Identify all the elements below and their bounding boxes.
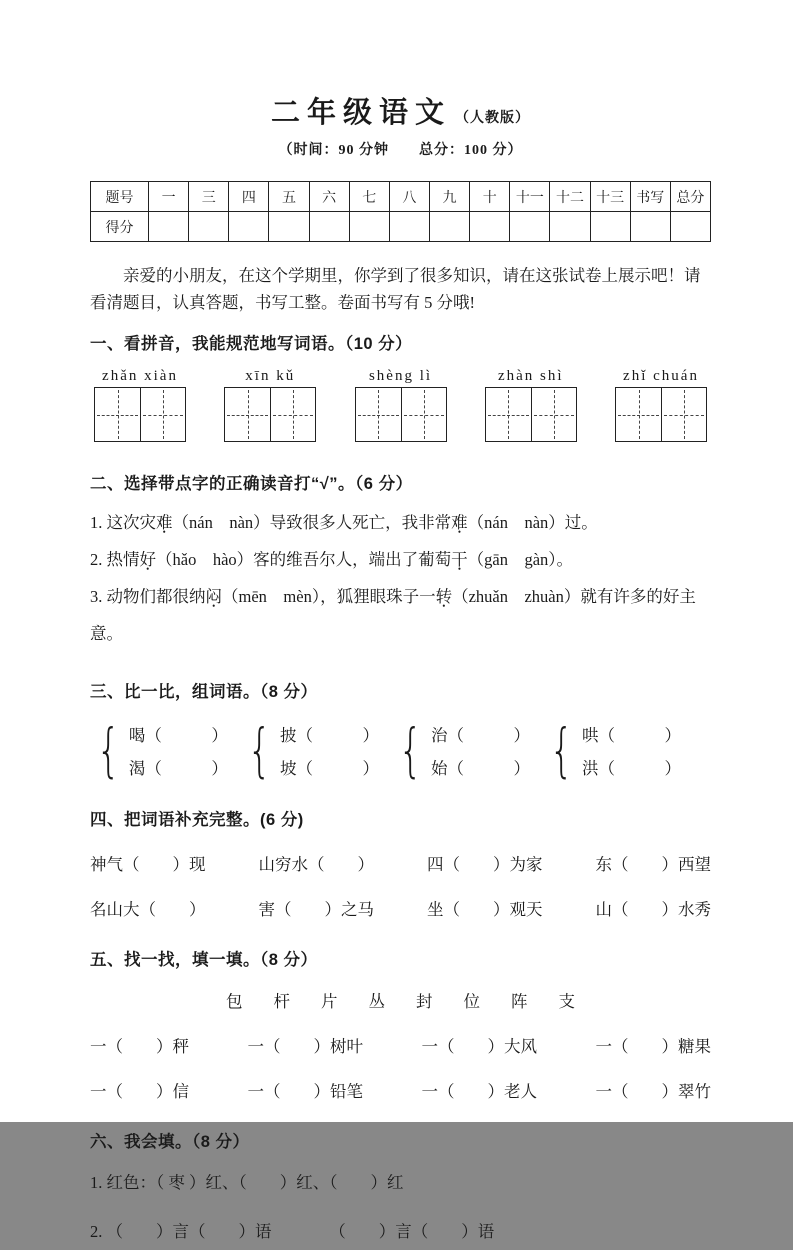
pinyin-box-row [90, 368, 711, 442]
section-1-title: 一、看拼音，我能规范地写词语。（10 分） [90, 335, 413, 353]
writing-cell [95, 388, 140, 441]
question-text: 1. 这次灾 [90, 513, 156, 532]
pinyin-group [485, 368, 577, 442]
writing-grid [224, 387, 316, 442]
dotted-character: 闷 [205, 587, 222, 606]
score-table-col: 九 [429, 182, 469, 212]
idiom-blank: 山（ ）水秀 [595, 900, 711, 919]
paper-header [90, 90, 711, 159]
score-table-col: 十一 [510, 182, 550, 212]
bank-character: 位 [463, 992, 480, 1011]
measure-blank: 一（ ）糖果 [595, 1037, 711, 1056]
pinyin-group [355, 368, 447, 442]
pair-word-blank: 治（ ） [430, 725, 530, 745]
compare-pair [543, 718, 681, 782]
bank-character: 阵 [511, 992, 528, 1011]
compare-pair [241, 718, 379, 782]
pair-word-blank: 始（ ） [430, 758, 530, 778]
score-table-col: 总分 [670, 182, 710, 212]
measure-blank: 一（ ）树叶 [247, 1037, 363, 1056]
pinyin-label: xīn kǔ [245, 368, 296, 384]
measure-row [90, 1033, 711, 1057]
measure-blank: 一（ ）铅笔 [247, 1082, 363, 1101]
section-1-pinyin-writing [90, 330, 711, 442]
score-empty-cell [470, 212, 510, 242]
score-empty-cell [389, 212, 429, 242]
writing-grid [485, 387, 577, 442]
section-2-title: 二、选择带点字的正确读音打“√”。（6 分） [90, 475, 413, 493]
pinyin-label: zhàn shì [497, 368, 564, 384]
measure-blank: 一（ ）大风 [421, 1037, 537, 1056]
measure-row [90, 1078, 711, 1102]
dotted-character: 难 [451, 513, 468, 532]
score-empty-cell [149, 212, 189, 242]
writing-cell [225, 388, 270, 441]
writing-cell [486, 388, 531, 441]
dotted-character: 干 [451, 550, 468, 569]
score-row-label: 得分 [91, 212, 149, 242]
section-6-fill-in [90, 1128, 711, 1250]
score-table-col: 十二 [550, 182, 590, 212]
bank-character: 杆 [273, 992, 290, 1011]
pair-lines [280, 722, 379, 779]
writing-cell [661, 388, 706, 441]
score-table-col: 十三 [590, 182, 630, 212]
paper-title-line [90, 90, 711, 131]
score-empty-cell [269, 212, 309, 242]
question-text: （hǎo hào）客的维吾尔人，端出了葡萄 [156, 550, 452, 569]
pinyin-label: zhǎn xiàn [102, 368, 178, 384]
score-table [90, 181, 711, 242]
compare-pair [392, 718, 530, 782]
score-empty-cell [630, 212, 670, 242]
score-empty-cell [670, 212, 710, 242]
score-table-col: 书写 [630, 182, 670, 212]
question-2-3 [90, 578, 711, 652]
dotted-character: 好 [139, 550, 156, 569]
score-table-col: 七 [349, 182, 389, 212]
brace-icon: { [398, 716, 423, 784]
brace-icon: { [247, 716, 272, 784]
question-2-1 [90, 504, 711, 541]
question-text: 3. 动物们都很纳 [90, 587, 206, 606]
dotted-character: 转 [435, 587, 453, 606]
measure-word-bank [90, 988, 711, 1012]
bank-character: 片 [321, 992, 338, 1011]
score-empty-cell [349, 212, 389, 242]
writing-cell [356, 388, 401, 441]
pair-word-blank: 哄（ ） [582, 725, 681, 745]
brace-icon: { [96, 716, 121, 784]
pinyin-label: shèng lì [368, 368, 433, 384]
score-table-col: 一 [149, 182, 189, 212]
compare-pair [90, 718, 228, 782]
idiom-blank: 四（ ）为家 [427, 855, 543, 874]
pair-word-blank: 渴（ ） [128, 758, 228, 778]
section-5-measure-words [90, 946, 711, 1102]
measure-blank: 一（ ）秤 [90, 1037, 189, 1056]
section-5-title: 五、找一找，填一填。（8 分） [90, 951, 318, 969]
paper-title: 二年级语文 [270, 97, 451, 129]
score-table-col: 五 [269, 182, 309, 212]
idiom-row [90, 896, 711, 920]
brace-icon: { [549, 716, 574, 784]
score-empty-cell [590, 212, 630, 242]
writing-grid [94, 387, 186, 442]
score-table-col: 八 [389, 182, 429, 212]
question-6-2: 2. （ ）言（ ）语 （ ）言（ ）语 [90, 1222, 495, 1241]
measure-blank: 一（ ）老人 [421, 1082, 537, 1101]
pair-lines [129, 722, 228, 779]
score-empty-cell [309, 212, 349, 242]
pair-word-blank: 披（ ） [279, 725, 379, 745]
idiom-blank: 神气（ ）现 [90, 855, 206, 874]
measure-blank: 一（ ）翠竹 [595, 1082, 711, 1101]
section-3-compare-words [90, 678, 711, 782]
section-2-pronunciation-choice [90, 470, 711, 652]
pair-word-blank: 坡（ ） [279, 758, 379, 778]
question-text: 2. 热情 [90, 550, 140, 569]
bank-character: 丛 [368, 992, 385, 1011]
score-empty-cell [189, 212, 229, 242]
dotted-character: 难 [156, 513, 173, 532]
pinyin-group [224, 368, 316, 442]
idiom-blank: 山穷水（ ） [258, 855, 374, 874]
pinyin-group [94, 368, 186, 442]
writing-grid [355, 387, 447, 442]
score-table-col-label: 题号 [91, 182, 149, 212]
measure-blank: 一（ ）信 [90, 1082, 189, 1101]
idiom-blank: 坐（ ）观天 [427, 900, 543, 919]
section-4-complete-idioms [90, 806, 711, 920]
score-empty-cell [550, 212, 590, 242]
score-table-col: 四 [229, 182, 269, 212]
score-empty-cell [429, 212, 469, 242]
compare-pairs-row [90, 718, 711, 782]
score-table-col: 十 [470, 182, 510, 212]
writing-cell [270, 388, 315, 441]
score-table-col: 三 [189, 182, 229, 212]
pair-lines [431, 722, 530, 779]
idiom-blank: 害（ ）之马 [258, 900, 374, 919]
section-6-title: 六、我会填。（8 分） [90, 1133, 250, 1151]
section-3-title: 三、比一比，组词语。（8 分） [90, 683, 318, 701]
question-text: （gān gàn）。 [467, 550, 574, 569]
writing-cell [401, 388, 446, 441]
pair-word-blank: 洪（ ） [582, 758, 681, 778]
score-empty-cell [510, 212, 550, 242]
idiom-blank: 东（ ）西望 [595, 855, 711, 874]
section-4-title: 四、把词语补充完整。(6 分) [90, 811, 304, 829]
writing-cell [616, 388, 661, 441]
paper-time-score-note: （时间：90 分钟 总分：100 分） [278, 143, 523, 158]
question-2-2 [90, 541, 711, 578]
bank-character: 支 [558, 992, 575, 1011]
question-text: （nán nàn）导致很多人死亡，我非常 [172, 513, 452, 532]
pinyin-label: zhǐ chuán [623, 368, 699, 384]
pair-lines [582, 722, 681, 779]
bank-character: 封 [416, 992, 433, 1011]
score-empty-cell [229, 212, 269, 242]
pair-word-blank: 喝（ ） [128, 725, 228, 745]
paper-edition-note: （人教版） [455, 111, 530, 126]
bank-character: 包 [226, 992, 243, 1011]
writing-cell [140, 388, 185, 441]
question-text: （zhuǎn zhuàn）就有许多的好主意。 [90, 587, 696, 643]
pinyin-group [615, 368, 707, 442]
question-text: （nán nàn）过。 [467, 513, 598, 532]
question-text: （mēn mèn），狐狸眼珠子一 [222, 587, 436, 606]
idiom-row [90, 851, 711, 875]
writing-cell [531, 388, 576, 441]
score-table-header-row [91, 182, 711, 212]
score-table-score-row [91, 212, 711, 242]
writing-grid [615, 387, 707, 442]
question-6-1: 1. 红色：（ 枣 ）红、（ ）红、（ ）红 [90, 1173, 404, 1192]
intro-paragraph: 亲爱的小朋友，在这个学期里，你学到了很多知识，请在这张试卷上展示吧！请看清题目，认真答题，书写工整。卷面书写有 5 分哦! [90, 266, 701, 312]
score-table-col: 六 [309, 182, 349, 212]
idiom-blank: 名山大（ ） [90, 900, 206, 919]
